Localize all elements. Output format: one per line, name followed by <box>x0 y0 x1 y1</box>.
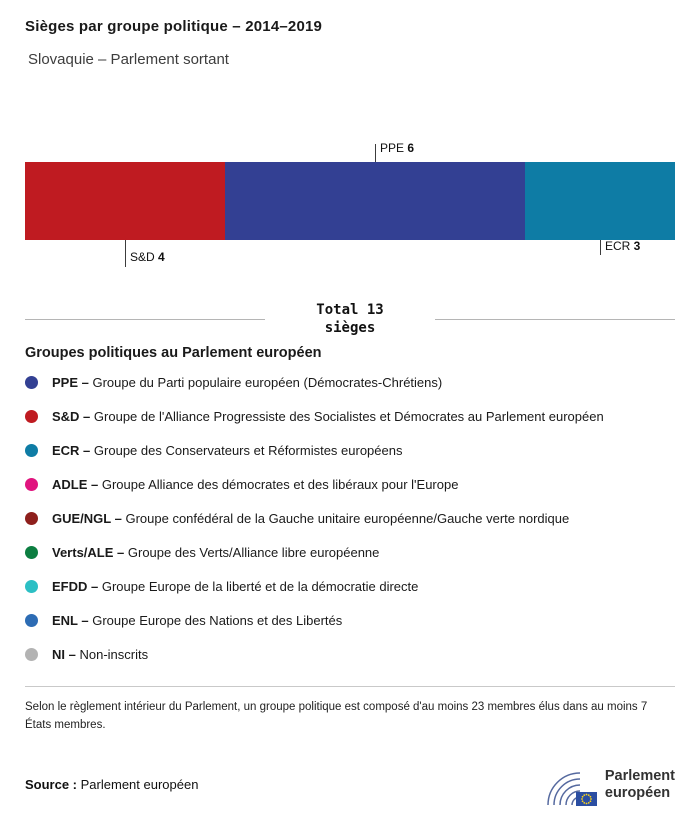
legend-label <box>52 409 604 424</box>
group-desc: Groupe des Verts/Alliance libre européenne <box>127 545 380 560</box>
group-desc: Groupe confédéral de la Gauche unitaire européenne/Gauche verte nordique <box>125 511 570 526</box>
legend-label <box>52 511 569 526</box>
legend-item-guengl <box>25 511 675 526</box>
group-abbr: Verts/ALE – <box>52 545 125 560</box>
callout-label: ECR 3 <box>605 239 641 253</box>
legend-label <box>52 613 342 628</box>
seats-bar-chart <box>25 118 675 286</box>
legend-item-sd <box>25 409 675 424</box>
legend-label <box>52 545 379 560</box>
group-color-dot-sd <box>25 410 38 423</box>
european-parliament-logo <box>540 761 675 809</box>
group-desc: Groupe des Conservateurs et Réformistes européens <box>93 443 403 458</box>
legend-label <box>52 375 442 390</box>
group-abbr: ENL – <box>52 613 89 628</box>
legend-item-ni <box>25 647 675 662</box>
legend-label <box>52 579 418 594</box>
group-abbr: ADLE – <box>52 477 99 492</box>
ep-hemicycle-flag-icon <box>540 761 598 809</box>
callout-tick <box>600 240 601 255</box>
legend-item-efdd <box>25 579 675 594</box>
group-color-dot-vertsale <box>25 546 38 559</box>
footnote: Selon le règlement intérieur du Parlement, un groupe politique est composé d'au moins 23 membres élus dans au moins 7 États membres. <box>25 701 648 731</box>
footnote-divider <box>25 686 675 687</box>
divider-line-right <box>435 319 675 320</box>
legend-label <box>52 477 458 492</box>
footer-row <box>25 761 675 809</box>
group-desc: Groupe Europe des Nations et des Libertés <box>92 613 343 628</box>
ep-logo-line2: européen <box>604 784 671 801</box>
group-desc: Groupe Europe de la liberté et de la démocratie directe <box>101 579 419 594</box>
legend-item-vertsale <box>25 545 675 560</box>
divider-line-left <box>25 319 265 320</box>
ep-logo-text <box>605 768 675 801</box>
group-color-dot-efdd <box>25 580 38 593</box>
legend-list <box>25 375 675 662</box>
group-desc: Groupe de l'Alliance Progressiste des Socialistes et Démocrates au Parlement européen <box>93 409 604 424</box>
total-seats-count: Total 13 <box>316 302 384 318</box>
total-seats-unit: sièges <box>324 319 376 336</box>
group-abbr: S&D – <box>52 409 91 424</box>
group-abbr: ECR – <box>52 443 91 458</box>
group-abbr: NI – <box>52 647 76 662</box>
legend-label <box>52 443 402 458</box>
source-line <box>25 777 198 792</box>
group-color-dot-guengl <box>25 512 38 525</box>
legend-title: Groupes politiques au Parlement européen <box>25 345 322 361</box>
legend-item-adle <box>25 477 675 492</box>
page-subtitle: Slovaquie – Parlement sortant <box>28 51 229 68</box>
group-color-dot-ni <box>25 648 38 661</box>
total-seats-row <box>25 302 675 337</box>
group-color-dot-ppe <box>25 376 38 389</box>
group-desc: Non-inscrits <box>79 647 149 662</box>
source-value: Parlement européen <box>80 777 199 793</box>
source-label: Source : <box>25 777 78 793</box>
total-seats-label <box>265 302 435 337</box>
callout-label: S&D 4 <box>130 250 165 264</box>
group-desc: Groupe du Parti populaire européen (Démocrates-Chrétiens) <box>92 375 443 390</box>
group-abbr: GUE/NGL – <box>52 511 122 526</box>
legend-item-ppe <box>25 375 675 390</box>
bar-segment-ecr <box>525 162 675 240</box>
callout-label: PPE 6 <box>380 141 415 155</box>
page-title: Sièges par groupe politique – 2014–2019 <box>25 18 323 35</box>
legend-item-ecr <box>25 443 675 458</box>
bar-segment-sd <box>25 162 225 240</box>
bar-segment-ppe <box>225 162 525 240</box>
group-abbr: EFDD – <box>52 579 99 594</box>
legend-label <box>52 647 148 662</box>
group-abbr: PPE – <box>52 375 89 390</box>
group-desc: Groupe Alliance des démocrates et des libéraux pour l'Europe <box>101 477 459 492</box>
callout-tick <box>375 144 376 162</box>
ep-logo-line1: Parlement <box>604 767 675 784</box>
group-color-dot-enl <box>25 614 38 627</box>
callout-tick <box>125 240 126 267</box>
seats-bar <box>25 162 675 240</box>
group-color-dot-adle <box>25 478 38 491</box>
legend-item-enl <box>25 613 675 628</box>
group-color-dot-ecr <box>25 444 38 457</box>
